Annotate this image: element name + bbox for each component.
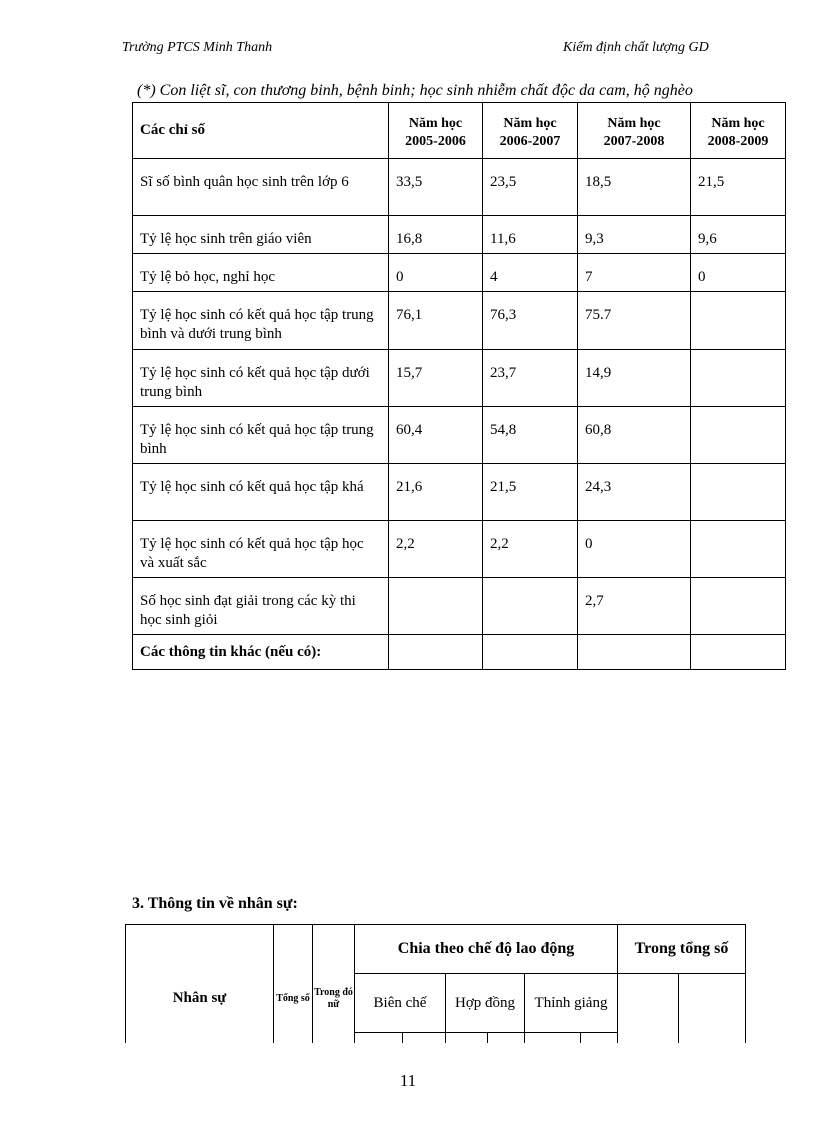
footnote-text: (*) Con liệt sĩ, con thương binh, bệnh binh; học sinh nhiễm chất độc da cam, hộ nghèo — [137, 82, 693, 99]
cell-value — [691, 350, 786, 407]
cell-value: 21,6 — [389, 464, 483, 521]
year-header: Năm học 2005-2006 — [389, 103, 483, 159]
cell-value: 18,5 — [578, 159, 691, 216]
other-info-label: Các thông tin khác (nếu có): — [133, 635, 389, 670]
sub-bien-che: Biên chế — [355, 974, 446, 1033]
cell-value: 33,5 — [389, 159, 483, 216]
cell-value — [389, 635, 483, 670]
cell-value: 0 — [389, 254, 483, 292]
year-header: Năm học 2006-2007 — [483, 103, 578, 159]
cell-value — [691, 464, 786, 521]
cell-value: 2,2 — [483, 521, 578, 578]
indicators-table — [132, 102, 786, 670]
table-row — [133, 464, 786, 521]
table-row — [133, 159, 786, 216]
cell-value — [691, 578, 786, 635]
cell-value: 21,5 — [483, 464, 578, 521]
cell-value — [691, 521, 786, 578]
header-doc-title: Kiểm định chất lượng GD — [563, 40, 709, 55]
year-header: Năm học 2008-2009 — [691, 103, 786, 159]
row-label: Tỷ lệ học sinh trên giáo viên — [133, 216, 389, 254]
table-row — [133, 350, 786, 407]
col-staff: Nhân sự — [126, 925, 274, 1073]
cell-value: 54,8 — [483, 407, 578, 464]
cell-value: 76,1 — [389, 292, 483, 350]
cell-value — [578, 635, 691, 670]
cell-value: 2,2 — [389, 521, 483, 578]
row-label: Tỷ lệ học sinh có kết quả học tập học và xuất sắc — [133, 521, 389, 578]
cell-value: 21,5 — [691, 159, 786, 216]
table-row — [133, 407, 786, 464]
corner-header: Các chỉ số — [133, 103, 389, 159]
cell-value — [691, 635, 786, 670]
page-break-mask — [0, 1043, 816, 1073]
cell-value: 2,7 — [578, 578, 691, 635]
cell-value: 23,5 — [483, 159, 578, 216]
table-row — [133, 635, 786, 670]
cell-value: 76,3 — [483, 292, 578, 350]
cell-value: 15,7 — [389, 350, 483, 407]
cell-value — [691, 407, 786, 464]
cell-value: 23,7 — [483, 350, 578, 407]
row-label: Tỷ lệ học sinh có kết quả học tập khá — [133, 464, 389, 521]
section-3-title: 3. Thông tin về nhân sự: — [132, 895, 298, 912]
year-header: Năm học 2007-2008 — [578, 103, 691, 159]
group-total: Trong tổng số — [618, 925, 746, 974]
table-row — [133, 521, 786, 578]
table-header-row — [133, 103, 786, 159]
table-row — [133, 292, 786, 350]
row-label: Tỷ lệ học sinh có kết quả học tập trung bình — [133, 407, 389, 464]
cell-value — [483, 578, 578, 635]
col-total: Tổng số — [274, 925, 313, 1073]
row-label: Số học sinh đạt giải trong các kỳ thi học sinh giỏi — [133, 578, 389, 635]
cell-value: 16,8 — [389, 216, 483, 254]
sub-hop-dong: Hợp đồng — [446, 974, 525, 1033]
cell-value — [691, 292, 786, 350]
cell-value — [389, 578, 483, 635]
page-number: 11 — [399, 1071, 417, 1090]
cell-value: 24,3 — [578, 464, 691, 521]
cell-value: 60,4 — [389, 407, 483, 464]
group-labor: Chia theo chế độ lao động — [355, 925, 618, 974]
cell-value: 0 — [691, 254, 786, 292]
sub-thinh-giang: Thỉnh giảng — [525, 974, 618, 1033]
col-female: Trong đó nữ — [313, 925, 355, 1073]
row-label: Tỷ lệ học sinh có kết quả học tập dưới trung bình — [133, 350, 389, 407]
table-row — [133, 578, 786, 635]
row-label: Tỷ lệ bỏ học, nghỉ học — [133, 254, 389, 292]
header-school-name: Trường PTCS Minh Thanh — [122, 40, 273, 55]
table-row — [133, 254, 786, 292]
cell-value: 75.7 — [578, 292, 691, 350]
row-label: Tỷ lệ học sinh có kết quả học tập trung bình và dưới trung bình — [133, 292, 389, 350]
cell-value: 11,6 — [483, 216, 578, 254]
cell-value — [483, 635, 578, 670]
cell-value: 9,3 — [578, 216, 691, 254]
cell-value: 4 — [483, 254, 578, 292]
personnel-header-row — [126, 925, 746, 974]
cell-value: 0 — [578, 521, 691, 578]
table-row — [133, 216, 786, 254]
cell-value: 7 — [578, 254, 691, 292]
cell-value: 14,9 — [578, 350, 691, 407]
row-label: Sĩ số bình quân học sinh trên lớp 6 — [133, 159, 389, 216]
cell-value: 9,6 — [691, 216, 786, 254]
cell-value: 60,8 — [578, 407, 691, 464]
